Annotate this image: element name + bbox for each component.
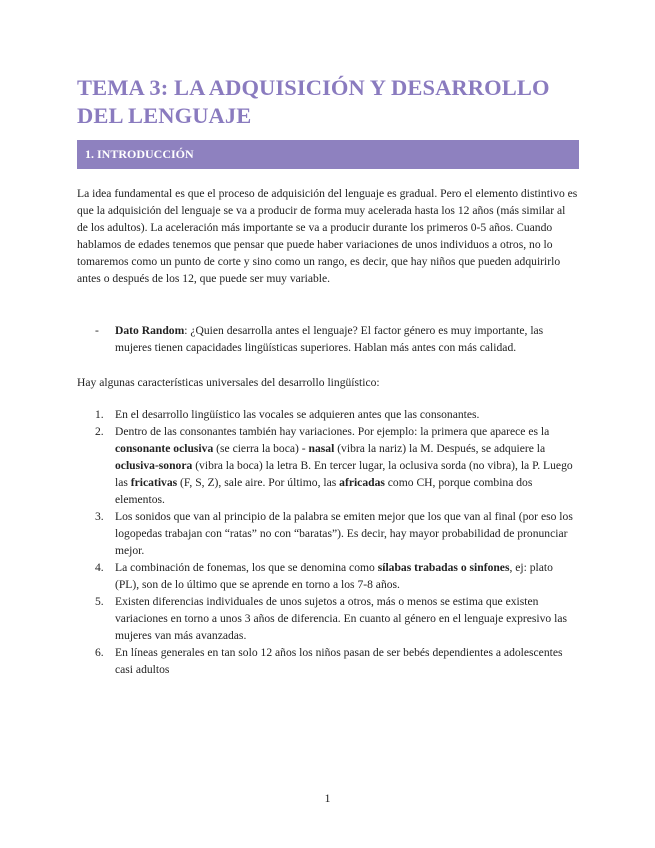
document-title: TEMA 3: LA ADQUISICIÓN Y DESARROLLO DEL LENGUAJE xyxy=(77,75,550,128)
intro-paragraph: La idea fundamental es que el proceso de adquisición del lenguaje es gradual. Pero el elemento distintivo es que la adquisición del lenguaje se va a producir de forma muy acelerada hasta los 12 años (más similar al de los adultos). La aceleración más importante se va a producir durante los primeros 0-5 años. Cuando hablamos de edades tenemos que pensar que puede haber variaciones de unos individuos a otros, no lo tomaremos como un punto de corte y sino como un rango, es decir, que hay niños que pueden adquirirlo antes o después de los 12, que puede ser muy variable. xyxy=(77,187,578,285)
list-item-number: 4. xyxy=(95,561,104,574)
bullet-body: : ¿Quien desarrolla antes el lenguaje? El factor género es muy importante, las mujeres tienen capacidades lingüísticas superiores. Hablan más antes con más calidad. xyxy=(115,324,544,354)
universals-intro: Hay algunas características universales del desarrollo lingüístico: xyxy=(77,376,380,389)
characteristics-list xyxy=(95,406,579,678)
list-item-text: como CH, porque combina dos elementos. xyxy=(115,476,533,506)
bullet-item xyxy=(95,322,579,356)
list-item xyxy=(95,508,579,559)
page-number: 1 xyxy=(324,791,331,805)
list-item xyxy=(95,593,579,644)
list-item-text: (vibra la boca) la letra B. En tercer lugar, la oclusiva sorda (no vibra), la P. Luego las xyxy=(115,459,573,489)
section-heading: 1. INTRODUCCIÓN xyxy=(85,147,194,161)
list-item xyxy=(95,423,579,508)
list-item-bold-term: nasal xyxy=(308,442,335,455)
section-heading-bar xyxy=(77,140,579,169)
list-item-text: Los sonidos que van al principio de la palabra se emiten mejor que los que van al final (por eso los logopedas trabajan con “ratas” no con “baratas”). Es decir, hay mayor probabilidad de pronunciar mejor. xyxy=(115,510,573,557)
list-item-number: 2. xyxy=(95,425,104,438)
bullet-marker: - xyxy=(95,324,99,337)
list-item-bold-term: oclusiva-sonora xyxy=(115,459,193,472)
list-item-text: En el desarrollo lingüístico las vocales se adquieren antes que las consonantes. xyxy=(115,408,480,421)
list-item xyxy=(95,559,579,593)
bullet-bold-lead: Dato Random xyxy=(115,324,185,337)
list-item-number: 3. xyxy=(95,510,104,523)
list-item-text: (se cierra la boca) - xyxy=(213,442,309,455)
list-item-text: En líneas generales en tan solo 12 años los niños pasan de ser bebés dependientes a adolescentes casi adultos xyxy=(115,646,563,676)
list-item xyxy=(95,644,579,678)
list-item-bold-term: consonante oclusiva xyxy=(115,442,214,455)
list-item-text: Dentro de las consonantes también hay variaciones. Por ejemplo: la primera que aparece es la xyxy=(115,425,550,438)
list-item-number: 1. xyxy=(95,408,104,421)
list-item xyxy=(95,406,579,423)
list-item-text: La combinación de fonemas, los que se denomina como xyxy=(115,561,378,574)
list-item-number: 6. xyxy=(95,646,104,659)
list-item-text: , ej: plato (PL), son de lo último que se aprende en torno a los 7-8 años. xyxy=(115,561,553,591)
bullet-text xyxy=(115,322,579,356)
list-item-text: (vibra la nariz) la M. Después, se adquiere la xyxy=(334,442,546,455)
list-item-bold-term: africadas xyxy=(339,476,385,489)
list-item-text: (F, S, Z), sale aire. Por último, las xyxy=(177,476,340,489)
list-item-bold-term: fricativas xyxy=(130,476,178,489)
list-item-text: Existen diferencias individuales de unos sujetos a otros, más o menos se estima que existen variaciones en torno a unos 3 años de diferencia. En cuanto al género en el lenguaje expresivo las mujeres van más avanzadas. xyxy=(115,595,567,642)
list-item-number: 5. xyxy=(95,595,104,608)
list-item-bold-term: sílabas trabadas o sinfones xyxy=(377,561,510,574)
